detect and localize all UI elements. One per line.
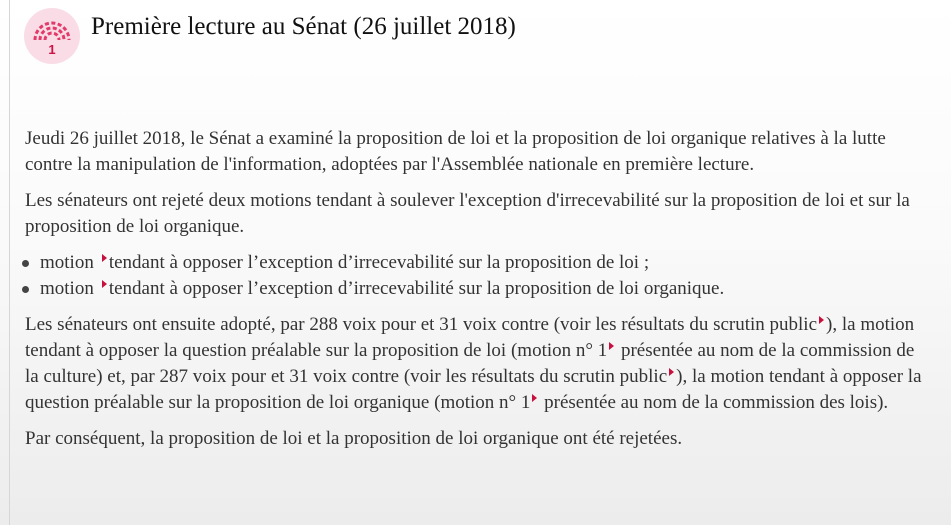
text-segment: ), la motion tendant à opposer la question préalable sur la proposition de loi ( xyxy=(25,314,915,361)
page-title: Première lecture au Sénat (26 juillet 2018) xyxy=(91,13,516,40)
step-badge xyxy=(24,8,80,64)
external-link-arrow-icon xyxy=(102,254,107,262)
hemicycle-icon xyxy=(31,14,73,42)
text-segment: présentée au nom de la commission de la culture) et, par 287 voix pour et 31 voix contre (voir les xyxy=(25,340,915,387)
text-segment: présentée au nom de la commission des lois). xyxy=(539,392,889,413)
bullet-icon xyxy=(22,286,29,293)
step-number: 1 xyxy=(48,42,56,57)
paragraph-conclusion: Par conséquent, la proposition de loi et la proposition de loi organique ont été rejetées. xyxy=(25,428,683,449)
bullet-icon xyxy=(22,260,29,267)
external-link-arrow-icon xyxy=(532,394,537,402)
scrutin-results-link[interactable]: résultats du scrutin public xyxy=(621,314,818,335)
list-item xyxy=(25,250,930,276)
motion-description: tendant à opposer l’exception d’irrecevabilité sur la proposition de loi organique. xyxy=(108,278,725,299)
motion-link[interactable]: motion xyxy=(40,252,94,273)
external-link-arrow-icon xyxy=(819,316,824,324)
external-link-arrow-icon xyxy=(102,280,107,288)
article-body xyxy=(25,126,930,462)
motion-number-link[interactable]: motion n° 1 xyxy=(440,392,531,413)
external-link-arrow-icon xyxy=(609,342,614,350)
text-segment: Les sénateurs ont ensuite adopté, par 288 voix pour et 31 voix contre (voir les xyxy=(25,314,622,335)
step-header xyxy=(24,8,516,64)
motion-number-link[interactable]: motion n° 1 xyxy=(517,340,608,361)
paragraph-motions-rejected: Les sénateurs ont rejeté deux motions tendant à soulever l'exception d'irrecevabilité sur la proposition de loi et sur la proposition de loi organique. xyxy=(25,190,910,237)
motion-description: tendant à opposer l’exception d’irrecevabilité sur la proposition de loi ; xyxy=(108,252,650,273)
motion-link[interactable]: motion xyxy=(40,278,94,299)
paragraph-vote-results xyxy=(25,312,930,416)
external-link-arrow-icon xyxy=(669,368,674,376)
paragraph-intro: Jeudi 26 juillet 2018, le Sénat a examiné la proposition de loi et la proposition de loi organique relatives à la lutte contre la manipulation de l'information, adoptées par l'Assemblée nationale en première lecture. xyxy=(25,128,886,175)
motion-list xyxy=(25,250,930,302)
list-item xyxy=(25,276,930,302)
text-segment: ), la motion tendant à opposer la question préalable sur la proposition de loi organique ( xyxy=(25,366,922,413)
scrutin-results-link[interactable]: résultats du scrutin public xyxy=(471,366,668,387)
